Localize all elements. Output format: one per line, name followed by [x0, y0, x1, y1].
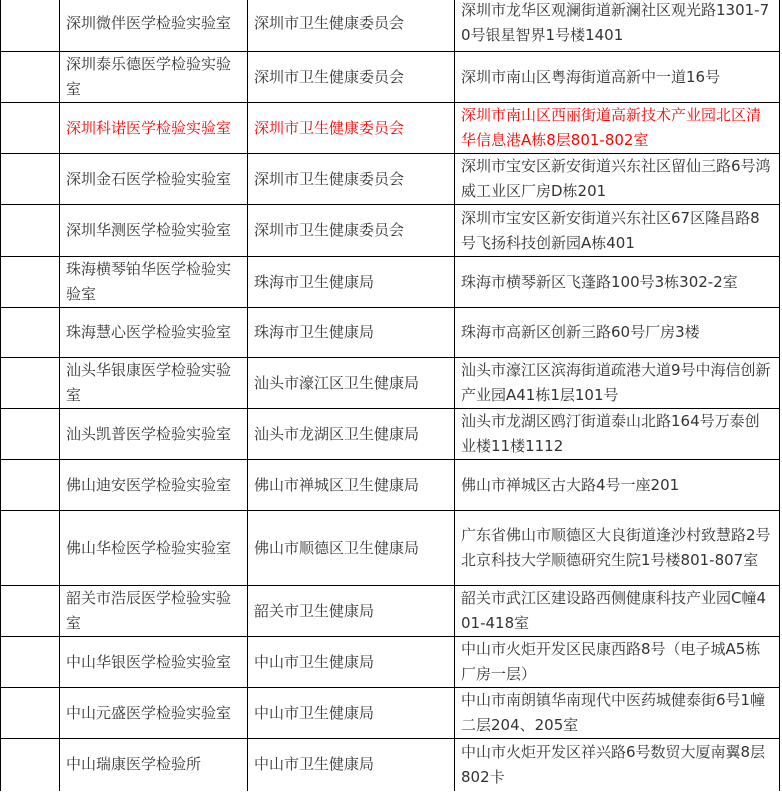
authority-cell: 佛山市禅城区卫生健康局 [248, 460, 455, 511]
row-stub-cell [1, 358, 60, 409]
authority-cell: 深圳市卫生健康委员会 [248, 205, 455, 257]
row-stub-cell [1, 154, 60, 205]
authority-cell: 汕头市龙湖区卫生健康局 [248, 409, 455, 460]
table-row [1, 154, 780, 205]
lab-name-cell: 珠海慧心医学检验实验室 [60, 308, 248, 358]
address-cell: 深圳市宝安区新安街道兴东社区67区隆昌路8号飞扬科技创新园A栋401 [455, 205, 780, 257]
table-row [1, 103, 780, 154]
row-stub-cell [1, 409, 60, 460]
row-stub-cell [1, 0, 60, 52]
authority-cell: 佛山市顺德区卫生健康局 [248, 511, 455, 586]
lab-name-cell: 深圳华测医学检验实验室 [60, 205, 248, 257]
address-cell: 汕头市龙湖区鸥汀街道泰山北路164号万泰创业楼11楼1112 [455, 409, 780, 460]
address-cell: 广东省佛山市顺德区大良街道逢沙村致慧路2号北京科技大学顺德研究生院1号楼801-807室 [455, 511, 780, 586]
row-stub-cell [1, 308, 60, 358]
authority-cell: 中山市卫生健康局 [248, 739, 455, 791]
row-stub-cell [1, 257, 60, 308]
table-row [1, 739, 780, 791]
lab-name-cell: 深圳泰乐德医学检验实验室 [60, 52, 248, 103]
row-stub-cell [1, 103, 60, 154]
authority-cell: 深圳市卫生健康委员会 [248, 154, 455, 205]
address-cell: 深圳市宝安区新安街道兴东社区留仙三路6号鸿威工业区厂房D栋201 [455, 154, 780, 205]
lab-name-cell: 中山瑞康医学检验所 [60, 739, 248, 791]
lab-name-cell: 珠海横琴铂华医学检验实验室 [60, 257, 248, 308]
address-cell: 深圳市南山区西丽街道高新技术产业园北区清华信息港A栋8层801-802室 [455, 103, 780, 154]
row-stub-cell [1, 205, 60, 257]
table-row [1, 308, 780, 358]
row-stub-cell [1, 52, 60, 103]
row-stub-cell [1, 460, 60, 511]
lab-table-body [1, 0, 780, 791]
address-cell: 珠海市高新区创新三路60号厂房3楼 [455, 308, 780, 358]
table-row [1, 460, 780, 511]
lab-name-cell: 中山华银医学检验实验室 [60, 637, 248, 688]
address-cell: 中山市南朗镇华南现代中医药城健泰街6号1幢二层204、205室 [455, 688, 780, 739]
table-row [1, 511, 780, 586]
authority-cell: 深圳市卫生健康委员会 [248, 52, 455, 103]
address-cell: 佛山市禅城区古大路4号一座201 [455, 460, 780, 511]
table-row [1, 257, 780, 308]
table-row [1, 688, 780, 739]
lab-name-cell: 深圳科诺医学检验实验室 [60, 103, 248, 154]
authority-cell: 中山市卫生健康局 [248, 637, 455, 688]
address-cell: 中山市火炬开发区祥兴路6号数贸大厦南翼8层802卡 [455, 739, 780, 791]
authority-cell: 珠海市卫生健康局 [248, 308, 455, 358]
table-row [1, 586, 780, 637]
lab-name-cell: 中山元盛医学检验实验室 [60, 688, 248, 739]
row-stub-cell [1, 586, 60, 637]
lab-name-cell: 汕头凯普医学检验实验室 [60, 409, 248, 460]
row-stub-cell [1, 511, 60, 586]
address-cell: 中山市火炬开发区民康西路8号（电子城A5栋厂房一层） [455, 637, 780, 688]
authority-cell: 深圳市卫生健康委员会 [248, 103, 455, 154]
table-row [1, 0, 780, 52]
table-row [1, 52, 780, 103]
authority-cell: 深圳市卫生健康委员会 [248, 0, 455, 52]
address-cell: 珠海市横琴新区飞蓬路100号3栋302-2室 [455, 257, 780, 308]
row-stub-cell [1, 739, 60, 791]
authority-cell: 珠海市卫生健康局 [248, 257, 455, 308]
table-row [1, 205, 780, 257]
lab-name-cell: 汕头华银康医学检验实验室 [60, 358, 248, 409]
lab-name-cell: 深圳微伴医学检验实验室 [60, 0, 248, 52]
lab-name-cell: 韶关市浩辰医学检验实验室 [60, 586, 248, 637]
address-cell: 汕头市濠江区滨海街道疏港大道9号中海信创新产业园A41栋1层101号 [455, 358, 780, 409]
authority-cell: 汕头市濠江区卫生健康局 [248, 358, 455, 409]
table-row [1, 409, 780, 460]
lab-name-cell: 佛山迪安医学检验实验室 [60, 460, 248, 511]
row-stub-cell [1, 688, 60, 739]
table-row [1, 637, 780, 688]
address-cell: 韶关市武江区建设路西侧健康科技产业园C幢401-418室 [455, 586, 780, 637]
lab-name-cell: 佛山华检医学检验实验室 [60, 511, 248, 586]
address-cell: 深圳市南山区粤海街道高新中一道16号 [455, 52, 780, 103]
authority-cell: 韶关市卫生健康局 [248, 586, 455, 637]
address-cell: 深圳市龙华区观澜街道新澜社区观光路1301-70号银星智界1号楼1401 [455, 0, 780, 52]
table-row [1, 358, 780, 409]
row-stub-cell [1, 637, 60, 688]
lab-name-cell: 深圳金石医学检验实验室 [60, 154, 248, 205]
authority-cell: 中山市卫生健康局 [248, 688, 455, 739]
